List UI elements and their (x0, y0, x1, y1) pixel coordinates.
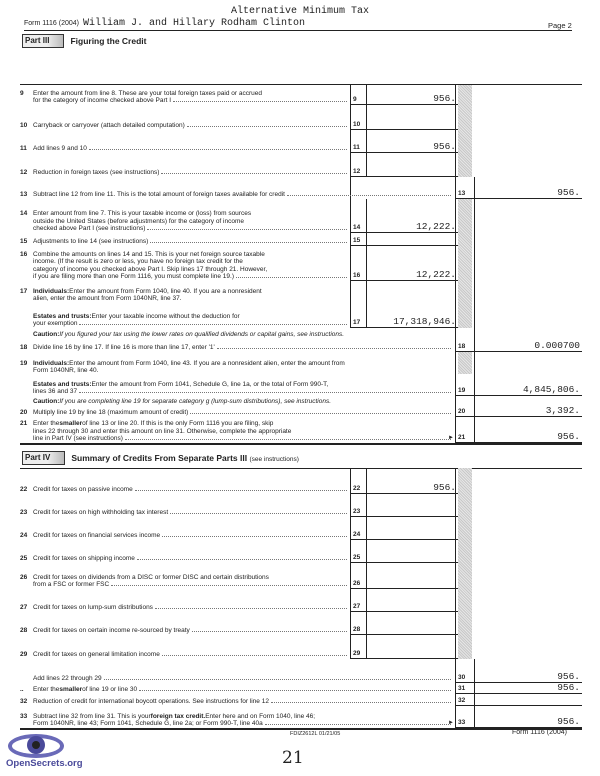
amount-box[interactable]: 16 12,222. (350, 267, 458, 281)
part-title: Summary of Credits From Separate Parts III (see instructions) (71, 452, 299, 463)
line-number: 27 (20, 603, 28, 611)
caution-note: Caution: If you are completing line 19 for separate category g (lump-sum distributions), see instructions. (33, 397, 332, 405)
opensecrets-logo: OpenSecrets.org (6, 730, 86, 772)
amount-box[interactable]: 22 956. (350, 480, 458, 494)
line-number: 12 (20, 168, 28, 176)
line-30: Add lines 22 through 29 30 956. (33, 671, 580, 682)
amount-box[interactable]: 17 17,318,946. (350, 314, 458, 328)
amount-box[interactable]: 24 (350, 526, 458, 540)
line-number: 17 (20, 288, 28, 296)
amount-box[interactable]: 12 (350, 163, 458, 177)
line-number: 32 (20, 697, 28, 705)
line-17: 17 Individuals: Enter the amount from Form 1040, line 40. If you are a nonresident alien, enter the amount from Form 1040NR, line 37. Estates and trusts: Enter your taxable income without the deduction for your exemption 17 17,318,946. (20, 288, 456, 327)
line-12: 12 Reduction in foreign taxes (see instructions) 12 (0, 153, 600, 177)
line-number: .. (20, 685, 24, 693)
line-23: 23 Credit for taxes on high withholding tax interest 23 (0, 494, 600, 517)
amount-box[interactable]: 14 12,222. (350, 219, 458, 233)
line-number: 11 (20, 144, 27, 152)
line-number: 18 (20, 343, 28, 351)
form-header (24, 18, 564, 31)
amount-box[interactable]: 10 (350, 116, 458, 130)
line-number: 9 (20, 89, 24, 97)
arrow-icon: ► (448, 435, 454, 441)
taxpayer-name: William J. and Hillary Rodham Clinton (83, 18, 306, 29)
line-number: 16 (20, 251, 28, 259)
line-19: 19 Individuals: Enter the amount from Form 1040, line 43. If you are a nonresident alien, enter the amount from Form 1040NR, line 40. Estates and trusts: Enter the amount from Form 1041, Schedule G, line 1a, or the total of Form 990-T, lines 36 and 37 19 4,845,806. (20, 360, 580, 395)
line-18: 18 Divide line 16 by line 17. If line 16 is more than line 17, enter '1' 18 0.000700 (20, 340, 580, 351)
amount-box[interactable]: 19 4,845,806. (455, 382, 582, 396)
line-32: 32 Reduction of credit for international boycott operations. See instructions for line 12 32 (0, 694, 600, 706)
part-iv-header (22, 451, 299, 464)
line-number: 29 (20, 650, 28, 658)
line-13: 13 Subtract line 12 from line 11. This is the total amount of foreign taxes available for credit 13 956. (20, 187, 580, 198)
amount-box[interactable]: 23 (350, 503, 458, 517)
form-footer-id: Form 1116 (2004) (512, 729, 567, 736)
form-code: FDIZ2612L 01/21/05 (290, 731, 341, 737)
amount-box[interactable]: 28 (350, 621, 458, 635)
amount-box[interactable]: 27 (350, 598, 458, 612)
line-number: 20 (20, 408, 28, 416)
form-id: Form 1116 (2004) (24, 20, 79, 27)
line-25: 25 Credit for taxes on shipping income 25 (0, 540, 600, 563)
line-20: 20 Multiply line 19 by line 18 (maximum amount of credit) 20 3,392. (20, 405, 580, 416)
line-number: 19 (20, 360, 28, 368)
eye-icon (6, 730, 66, 760)
line-number: 22 (20, 485, 28, 493)
arrow-icon: ► (448, 720, 454, 726)
line-29: 29 Credit for taxes on general limitation income 29 (0, 635, 600, 659)
amount-box[interactable]: 25 (350, 549, 458, 563)
line-11: 11 Add lines 9 and 10 11 956. (20, 141, 456, 152)
amount-box[interactable]: 31 956. (455, 680, 582, 694)
line-9 (0, 85, 600, 105)
part-label: Part III (22, 34, 64, 48)
line-21: 21 Enter the smaller of line 13 or line 20. If this is the only Form 1116 you are filing, skip lines 22 through 30 and enter this amount on line 31. Otherwise, complete the appropriate line in Part IV (see instructions) ► 21 956. (20, 420, 580, 442)
line-26: 26 Credit for taxes on dividends from a DISC or former DISC and certain distributions from a FSC or former FSC 26 (0, 563, 600, 589)
amount-value: 956. (433, 93, 456, 104)
amount-box[interactable]: 9 956. (350, 91, 458, 105)
line-number: 10 (20, 121, 28, 129)
part-iii-header (22, 34, 146, 47)
line-number: 13 (20, 190, 28, 198)
amount-box[interactable]: 18 0.000700 (455, 338, 582, 352)
amount-box[interactable]: 30 956. (455, 669, 582, 683)
amount-box[interactable]: 11 956. (350, 139, 458, 153)
amount-box[interactable]: 15 (350, 232, 458, 246)
line-number: 21 (20, 420, 28, 428)
part-label: Part IV (22, 451, 65, 465)
amount-box[interactable]: 29 (350, 645, 458, 659)
amt-title: Alternative Minimum Tax (230, 6, 370, 17)
text: Enter the amount from line 8. These are your total foreign taxes paid or accrued (33, 89, 262, 97)
line-number: 25 (20, 554, 28, 562)
line-number: 15 (20, 237, 28, 245)
line-number: 33 (20, 712, 28, 720)
caution-note: Caution: If you figured your tax using the lower rates on qualified dividends or capital gains, see instructions. (33, 330, 345, 338)
amount-box[interactable]: 20 3,392. (455, 403, 582, 417)
line-24: 24 Credit for taxes on financial services income 24 (0, 517, 600, 540)
text: for the category of income checked above Part I (33, 97, 349, 104)
line-15: 15 Adjustments to line 14 (see instructions) 15 (0, 233, 600, 246)
line-number: 23 (20, 508, 28, 516)
line-33: 33 Subtract line 32 from line 31. This is your foreign tax credit. Enter here and on Form 1040, line 46; Form 1040NR, line 43; Form 1041, Schedule G, line 2a; or Form 990-T, line 40a ► 33 956. (20, 712, 580, 727)
handwritten-page-number: 21 (282, 748, 304, 768)
line-number: 24 (20, 531, 28, 539)
line-10: 10 Carryback or carryover (attach detailed computation) 10 (0, 105, 600, 130)
amount-box[interactable]: 21 956. (455, 429, 582, 443)
divider (20, 443, 582, 445)
line-27: 27 Credit for taxes on lump-sum distributions 27 (0, 589, 600, 612)
line-28: 28 Credit for taxes on certain income re-sourced by treaty 28 (0, 612, 600, 635)
line-number: 28 (20, 626, 28, 634)
amount-box[interactable]: 13 956. (455, 185, 582, 199)
line-16: 16 Combine the amounts on lines 14 and 15. This is your net foreign source taxable income. (If the result is zero or less, you have no foreign tax credit for the category of income you checked above Part I. Skip lines 17 through 21. However, if you are filing more than one Form 1116, you must complete line 19.) 16 12,222. (20, 251, 456, 280)
divider (20, 728, 582, 730)
amount-box[interactable]: 32 (455, 692, 582, 706)
amount-box[interactable]: 26 (350, 575, 458, 589)
line-31: .. Enter the smaller of line 19 or line 30 31 956. (20, 682, 580, 693)
line-14: 14 Enter amount from line 7. This is your taxable income or (loss) from sources outside the United States (before adjustments) for the category of income checked above Part I (see instructions) 14 12,222. (20, 210, 456, 232)
part-title: Figuring the Credit (70, 35, 147, 46)
line-number: 14 (20, 210, 28, 218)
line-number: 26 (20, 573, 28, 581)
line-22: 22 Credit for taxes on passive income 22 956. (20, 482, 456, 493)
page-number: Page 2 (548, 21, 572, 30)
amount-box[interactable]: 33 956. (455, 714, 582, 728)
